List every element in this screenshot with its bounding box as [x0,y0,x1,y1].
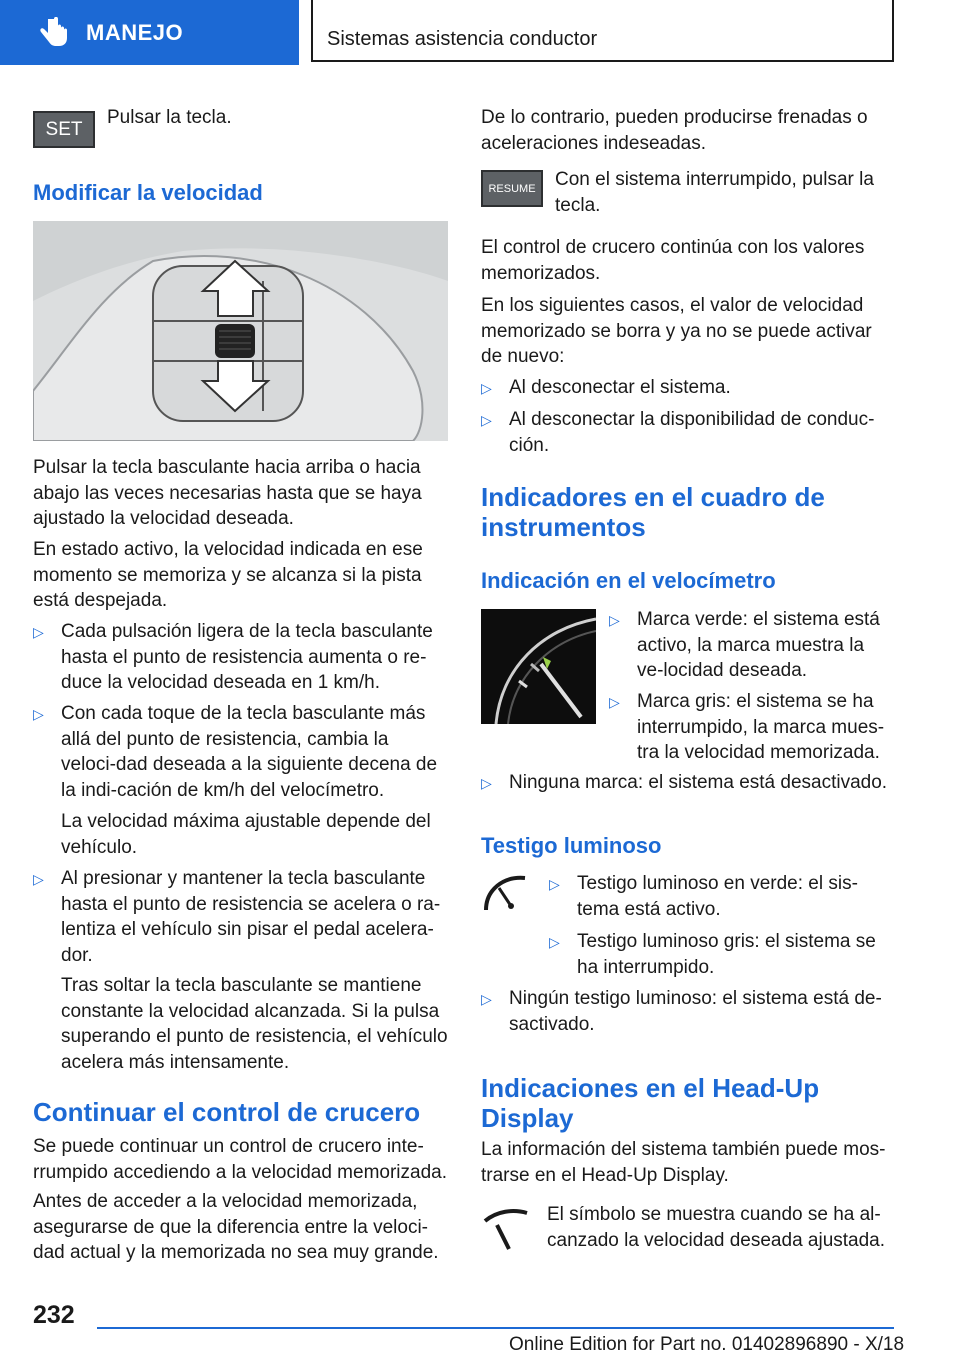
hud-para: La información del sistema también puede mos-trarse en el Head-Up Display. [481,1139,886,1186]
hud-symbol-text: El símbolo se muestra cuando se ha al-canzado la velocidad deseada ajustada. [547,1204,886,1251]
hud-heading: Indicaciones en el Head-Up Display [481,1073,820,1133]
speed-heading: Modificar la velocidad [33,180,263,205]
speed-para-2: En estado activo, la velocidad indicada en ese momento se memoriza y se alcanza si la pista está despejada. [33,539,423,611]
resume-key-icon [481,170,543,207]
cases-para: En los siguientes casos, el valor de velocidad memorizado se borra y ya no se puede activar de nuevo: [481,295,872,367]
bullet-triangle-icon: ▷ [33,871,44,887]
speedo-bullet-2: ▷ Marca gris: el sistema se ha interrumpido, la marca mues-tra la velocidad memorizada. [609,691,885,763]
speedo-heading: Indicación en el velocímetro [481,568,776,593]
steering-wheel-rocker-image [33,221,448,441]
speedometer-image [481,609,596,724]
hand-icon [38,17,68,49]
chapter-header [311,0,894,62]
lamp-bullet-2: ▷ Testigo luminoso gris: el sistema se ha interrumpido. [549,931,876,978]
lamp-bullet-3: ▷ Ningún testigo luminoso: el sistema está de-sactivado. [481,988,882,1035]
section-tab[interactable] [0,0,299,65]
set-instruction: Pulsar la tecla. [107,107,232,128]
continue-memorized: El control de crucero continúa con los valores memorizados. [481,237,865,284]
bullet-triangle-icon: ▷ [33,706,44,722]
speedo-bullet-3: ▷ Ninguna marca: el sistema está desactivado. [481,770,894,796]
chapter-title: Sistemas asistencia conductor [327,28,598,50]
set-key-icon [33,111,95,148]
bullet-triangle-icon: ▷ [33,624,44,640]
continue-para-1: Se puede continuar un control de crucero inte-rrumpido accediendo a la velocidad memorizada. [33,1136,448,1183]
continue-para-2: Antes de acceder a la velocidad memorizada, asegurarse de que la diferencia entre la veloci-dad actual y la memorizada no sea muy grande. [33,1191,439,1263]
bullet-triangle-icon: ▷ [481,991,492,1007]
speed-para-1: Pulsar la tecla basculante hacia arriba o hacia abajo las veces necesarias hasta que se haya ajustado la velocidad deseada. [33,457,422,529]
speed-bullet-3-note: Tras soltar la tecla basculante se mantiene constante la velocidad alcanzada. Si la pulsa superando el punto de resistencia, el vehículo acelera más intensamente. [61,975,448,1073]
bullet-triangle-icon: ▷ [481,380,492,396]
bullet-triangle-icon: ▷ [609,694,620,710]
speed-bullet-2-note: La velocidad máxima ajustable depende del vehículo. [61,811,431,858]
bullet-triangle-icon: ▷ [549,876,560,892]
section-title: MANEJO [86,20,184,45]
lamp-heading: Testigo luminoso [481,833,662,858]
cruise-control-lamp-icon [481,870,531,915]
speed-bullet-1: ▷ Cada pulsación ligera de la tecla basculante hasta el punto de resistencia aumenta o re-duce la velocidad deseada en 1 km/h. [33,621,433,693]
set-key-label: SET [45,118,83,140]
bullet-triangle-icon: ▷ [549,934,560,950]
bullet-triangle-icon: ▷ [481,775,492,791]
resume-key-label: RESUME [488,182,536,195]
continue-heading: Continuar el control de crucero [33,1097,421,1127]
speed-bullet-3: ▷ Al presionar y mantener la tecla basculante hasta el punto de resistencia se acelera o ra-lentiza el vehículo sin pisar el pedal acelera-dor. [33,868,441,966]
indicators-heading: Indicadores en el cuadro de instrumentos [481,482,825,542]
speedo-bullet-1: ▷ Marca verde: el sistema está activo, la marca muestra la ve-locidad deseada. [609,609,880,681]
hud-cruise-symbol-icon [481,1203,531,1255]
case-bullet-1: ▷ Al desconectar el sistema. [481,375,894,401]
bullet-triangle-icon: ▷ [481,412,492,428]
lamp-bullet-1: ▷ Testigo luminoso en verde: el sis-tema está activo. [549,873,858,920]
footer-edition: Online Edition for Part no. 01402896890 - X/18 [509,1334,905,1355]
footer-rule [97,1327,894,1329]
right-intro: De lo contrario, pueden producirse frenadas o aceleraciones indeseadas. [481,107,868,154]
page-number: 232 [33,1301,75,1329]
speed-bullet-2: ▷ Con cada toque de la tecla basculante más allá del punto de resistencia, cambia la veloci-dad deseada a la siguiente decena de la indi-cación de km/h del velocímetro. [33,703,438,801]
bullet-triangle-icon: ▷ [609,612,620,628]
case-bullet-2: ▷ Al desconectar la disponibilidad de conduc-ción. [481,409,875,456]
resume-instruction: Con el sistema interrumpido, pulsar la tecla. [555,169,874,216]
